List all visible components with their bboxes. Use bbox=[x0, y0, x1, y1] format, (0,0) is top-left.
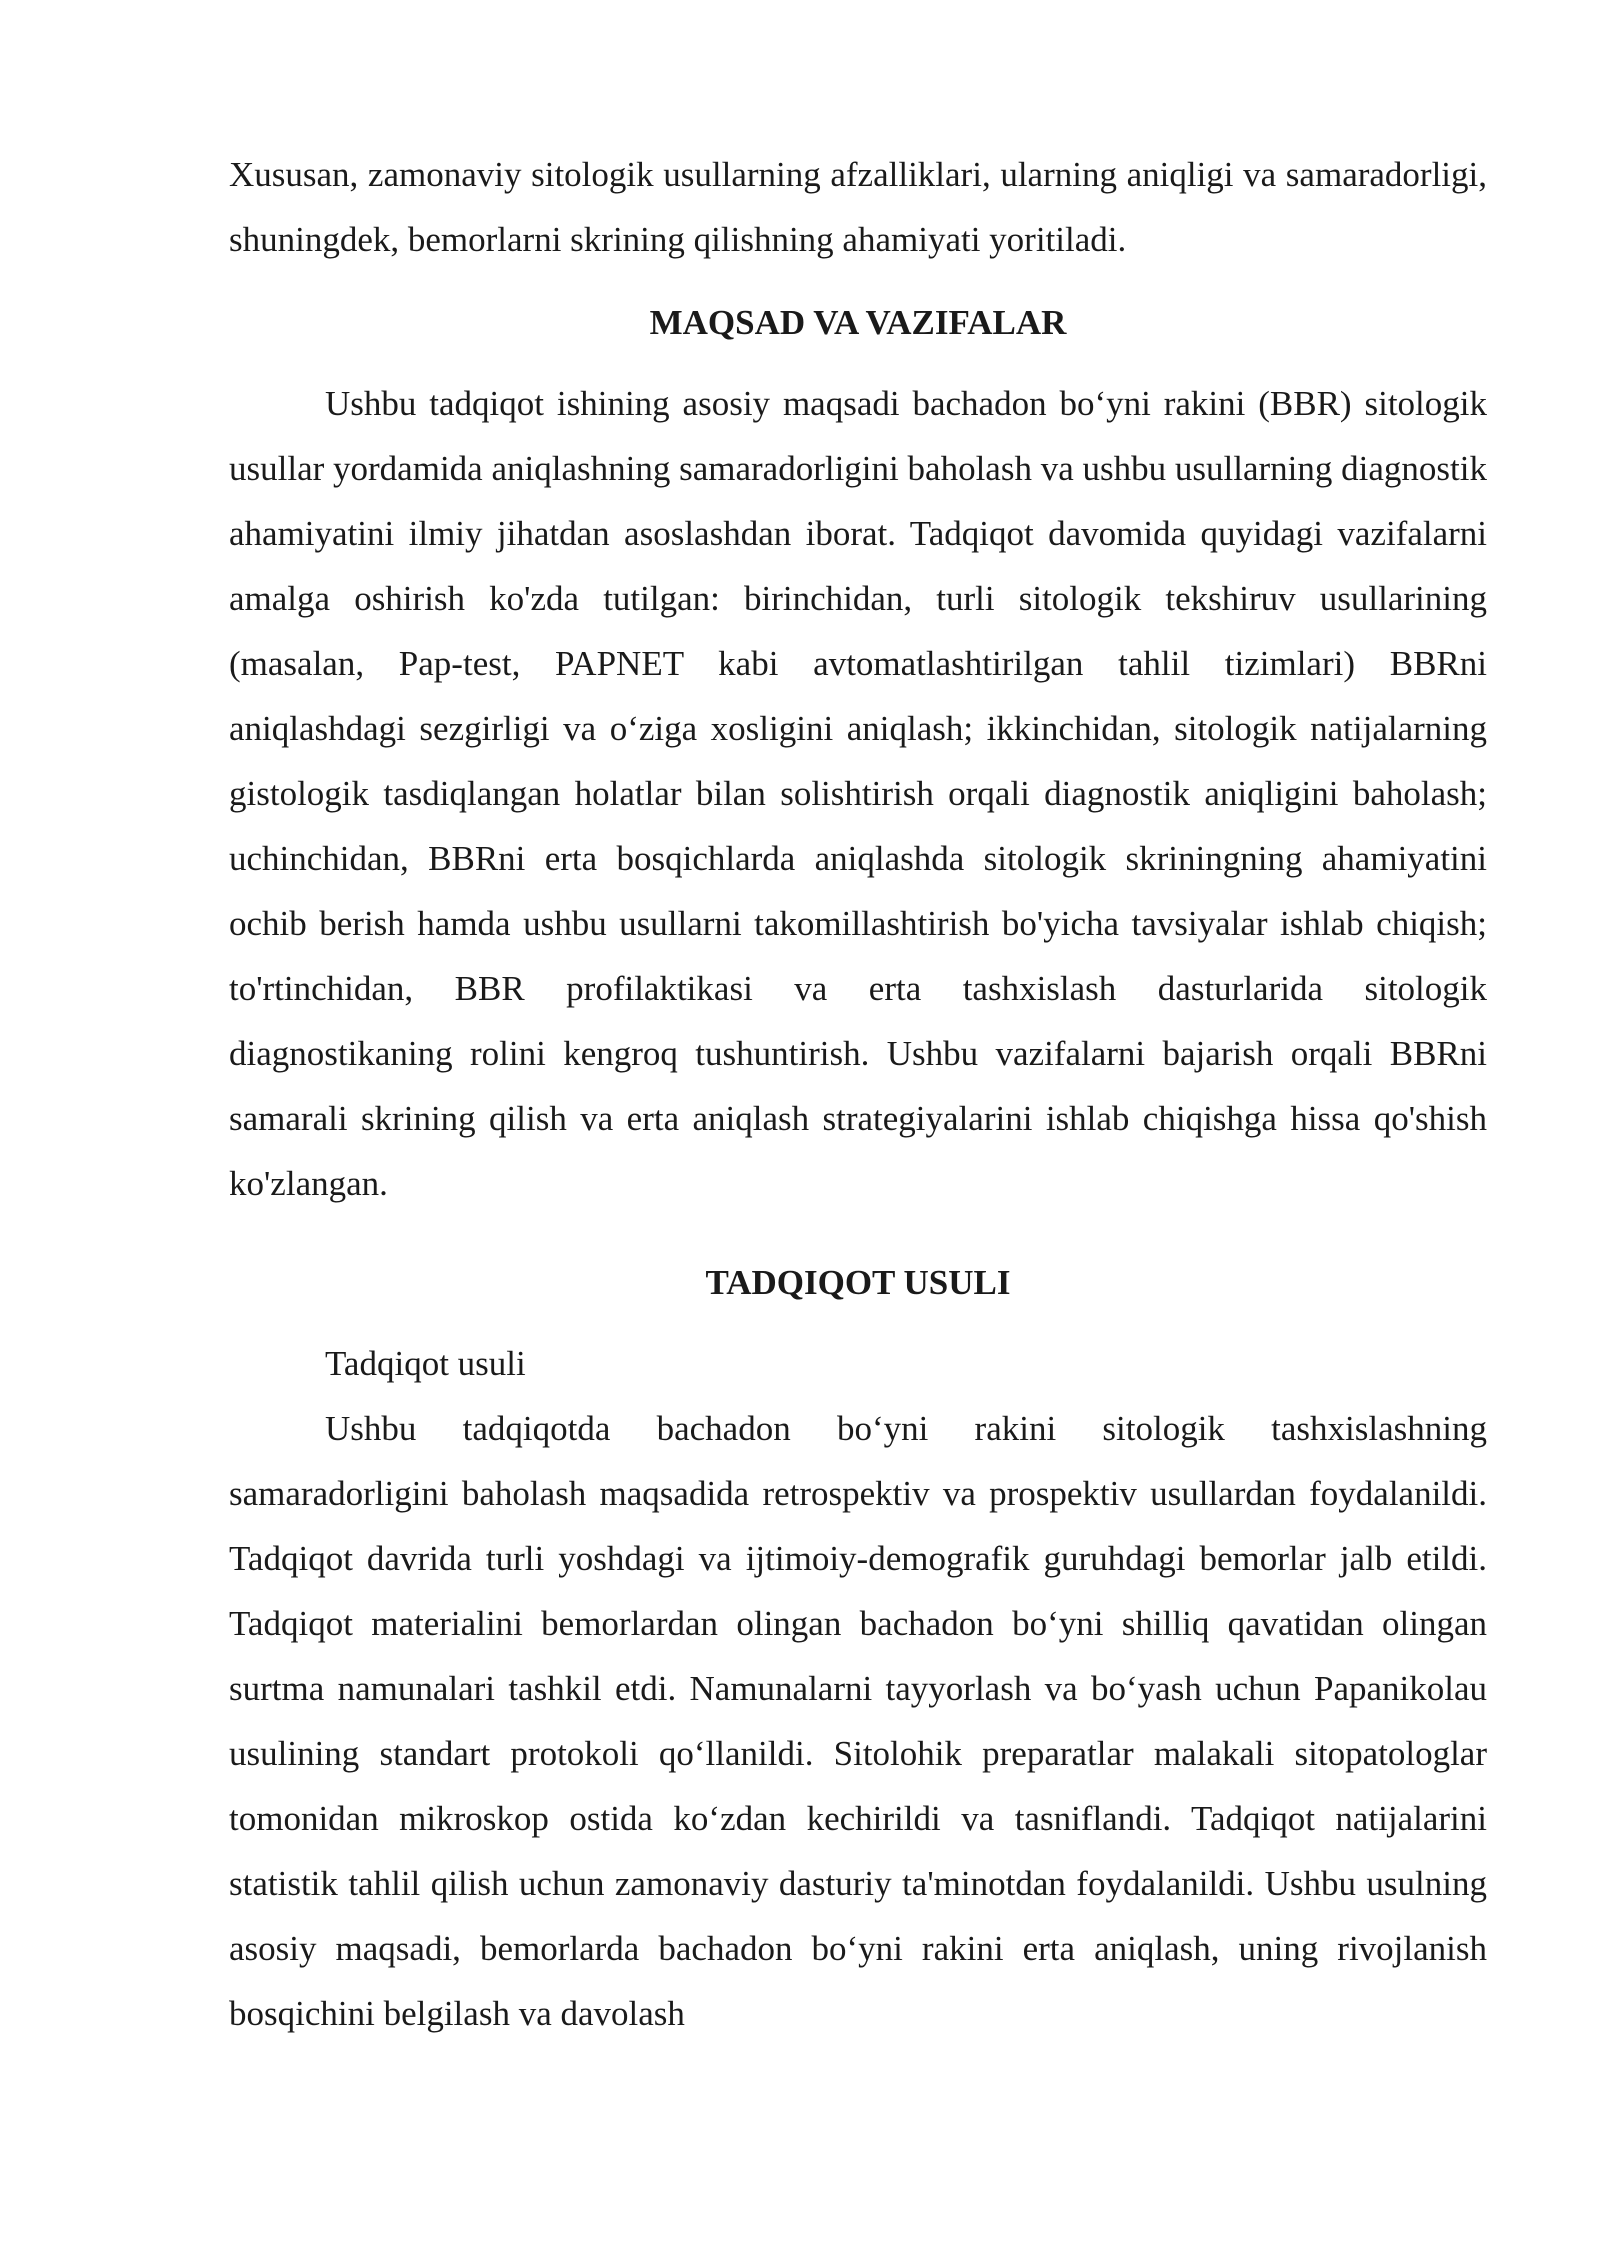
document-page bbox=[229, 142, 1487, 2046]
goals-paragraph: Ushbu tadqiqot ishining asosiy maqsadi bachadon bo‘yni rakini (BBR) sitologik usullar yordamida aniqlashning samaradorligini baholash va ushbu usullarning diagnostik ahamiyatini ilmiy jihatdan asoslashdan iborat. Tadqiqot davomida quyidagi vazifalarni amalga oshirish ko'zda tutilgan: birinchidan, turli sitologik tekshiruv usullarining (masalan, Pap-test, PAPNET kabi avtomatlashtirilgan tahlil tizimlari) BBRni aniqlashdagi sezgirligi va o‘ziga xosligini aniqlash; ikkinchidan, sitologik natijalarning gistologik tasdiqlangan holatlar bilan solishtirish orqali diagnostik aniqligini baholash; uchinchidan, BBRni erta bosqichlarda aniqlashda sitologik skriningning ahamiyatini ochib berish hamda ushbu usullarni takomillashtirish bo'yicha tavsiyalar ishlab chiqish; to'rtinchidan, BBR profilaktikasi va erta tashxislash dasturlarida sitologik diagnostikaning rolini kengroq tushuntirish. Ushbu vazifalarni bajarish orqali BBRni samarali skrining qilish va erta aniqlash strategiyalarini ishlab chiqishga hissa qo'shish ko'zlangan. bbox=[229, 384, 1487, 1203]
intro-paragraph: Xususan, zamonaviy sitologik usullarning afzalliklari, ularning aniqligi va samaradorligi, shuningdek, bemorlarni skrining qilishning ahamiyati yoritiladi. bbox=[229, 155, 1487, 259]
section-heading-goals: MAQSAD VA VAZIFALAR bbox=[649, 303, 1067, 342]
method-paragraph: Ushbu tadqiqotda bachadon bo‘yni rakini sitologik tashxislashning samaradorligini baholash maqsadida retrospektiv va prospektiv usullardan foydalanildi. Tadqiqot davrida turli yoshdagi va ijtimoiy-demografik guruhdagi bemorlar jalb etildi. Tadqiqot materialini bemorlardan olingan bachadon bo‘yni shilliq qavatidan olingan surtma namunalari tashkil etdi. Namunalarni tayyorlash va bo‘yash uchun Papanikolau usulining standart protokoli qo‘llanildi. Sitolohik preparatlar malakali sitopatologlar tomonidan mikroskop ostida ko‘zdan kechirildi va tasniflandi. Tadqiqot natijalarini statistik tahlil qilish uchun zamonaviy dasturiy ta'minotdan foydalanildi. Ushbu usulning asosiy maqsadi, bemorlarda bachadon bo‘yni rakini erta aniqlash, uning rivojlanish bosqichini belgilash va davolash bbox=[229, 1409, 1487, 2033]
section-heading-method: TADQIQOT USULI bbox=[705, 1263, 1011, 1302]
method-subheading: Tadqiqot usuli bbox=[325, 1344, 526, 1383]
